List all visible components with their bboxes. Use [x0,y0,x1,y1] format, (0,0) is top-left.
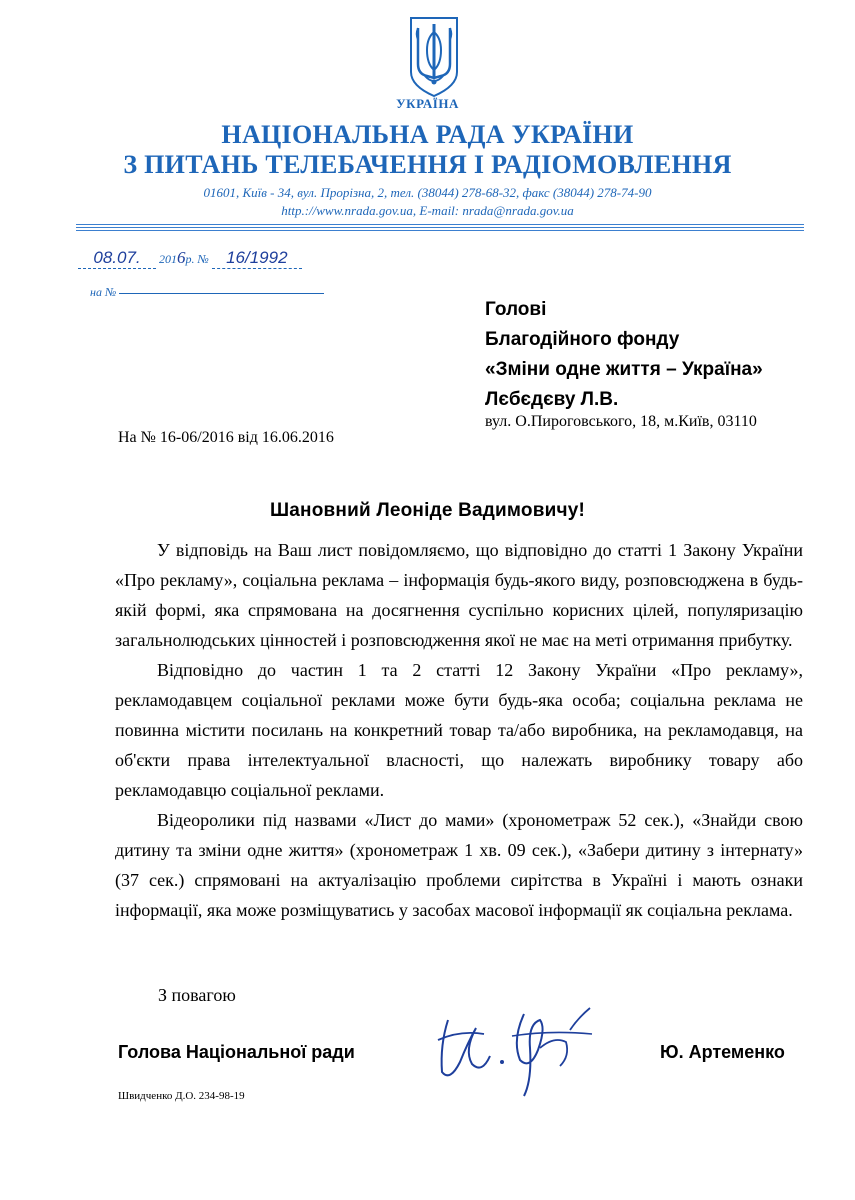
recipient-line2: Благодійного фонду [485,329,680,350]
registration-number: 16/1992 [212,248,302,269]
greeting: Шановний Леоніде Вадимовичу! [269,500,586,521]
organization-address: 01601, Київ - 34, вул. Прорізна, 2, тел. (38044) 278-68-32, факс (38044) 278-74-90 [203,185,652,200]
body-paragraph-3: Відеоролики під назвами «Лист до мами» (хронометраж 52 сек.), «Знайди свою дитину та зміни одне життя» (хронометраж 1 хв. 09 сек.), «Забери дитину з інтернату» (37 сек.) спрямовані на актуалізацію проблеми сирітства в Україні і мають ознаки інформації, яка може розміщуватись у засобах масової інформації як соціальна реклама. [115,810,803,920]
reply-reference-label: на № [90,285,117,299]
incoming-reference: На № 16-06/2016 від 16.06.2016 [118,429,334,446]
reply-reference-line [90,285,324,300]
organization-name-line2: З ПИТАНЬ ТЕЛЕБАЧЕННЯ І РАДІОМОВЛЕННЯ [123,150,732,179]
signer-position: Голова Національної ради [118,1042,355,1062]
recipient-line3: «Зміни одне життя – Україна» [485,359,763,380]
letterhead-rule-top [76,224,804,225]
registration-line [78,248,302,269]
recipient-block [485,295,763,415]
registration-year-suffix: р. № [185,252,209,266]
letterhead-rule-mid [76,227,804,228]
closing-regards: З повагою [158,985,236,1005]
registration-year-prefix: 201 [159,252,177,266]
recipient-address: вул. О.Пироговського, 18, м.Київ, 03110 [485,413,757,430]
body-paragraph-2: Відповідно до частин 1 та 2 статті 12 Закону України «Про рекламу», рекламодавцем соціальної реклами може бути будь-яка особа; соціальна реклама не повинна містити посилань на конкретний товар та/або виробника, на рекламодавця, на об'єкти права інтелектуальної власності, що належать виробнику товару або рекламодавцю соціальної реклами. [115,660,803,800]
registration-date: 08.07. [78,248,156,269]
country-label: УКРАЇНА [396,96,459,111]
recipient-line4: Лєбєдєву Л.В. [485,389,619,410]
handwritten-signature [420,1000,610,1100]
executor-info: Швидченко Д.О. 234-98-19 [118,1090,245,1102]
organization-web-email: http.://www.nrada.gov.ua, E-mail: nrada@nrada.gov.ua [281,203,574,218]
organization-name-line1: НАЦІОНАЛЬНА РАДА УКРАЇНИ [221,120,634,149]
signer-name: Ю. Артеменко [660,1042,785,1062]
letter-body [115,535,803,925]
body-paragraph-1: У відповідь на Ваш лист повідомляємо, що відповідно до статті 1 Закону України «Про рекламу», соціальна реклама – інформація будь-якого виду, розповсюджена в будь-якій формі, яка спрямована на досягнення суспільно корисних цілей, популяризацію загальнолюдських цінностей і розповсюдження якої не має на меті отримання прибутку. [115,540,803,650]
reply-reference-blank [119,292,324,294]
trident-emblem-icon [405,14,463,100]
recipient-line1: Голові [485,299,547,320]
registration-year-digit: 6 [177,248,186,267]
letterhead-rule-bottom [76,230,804,231]
